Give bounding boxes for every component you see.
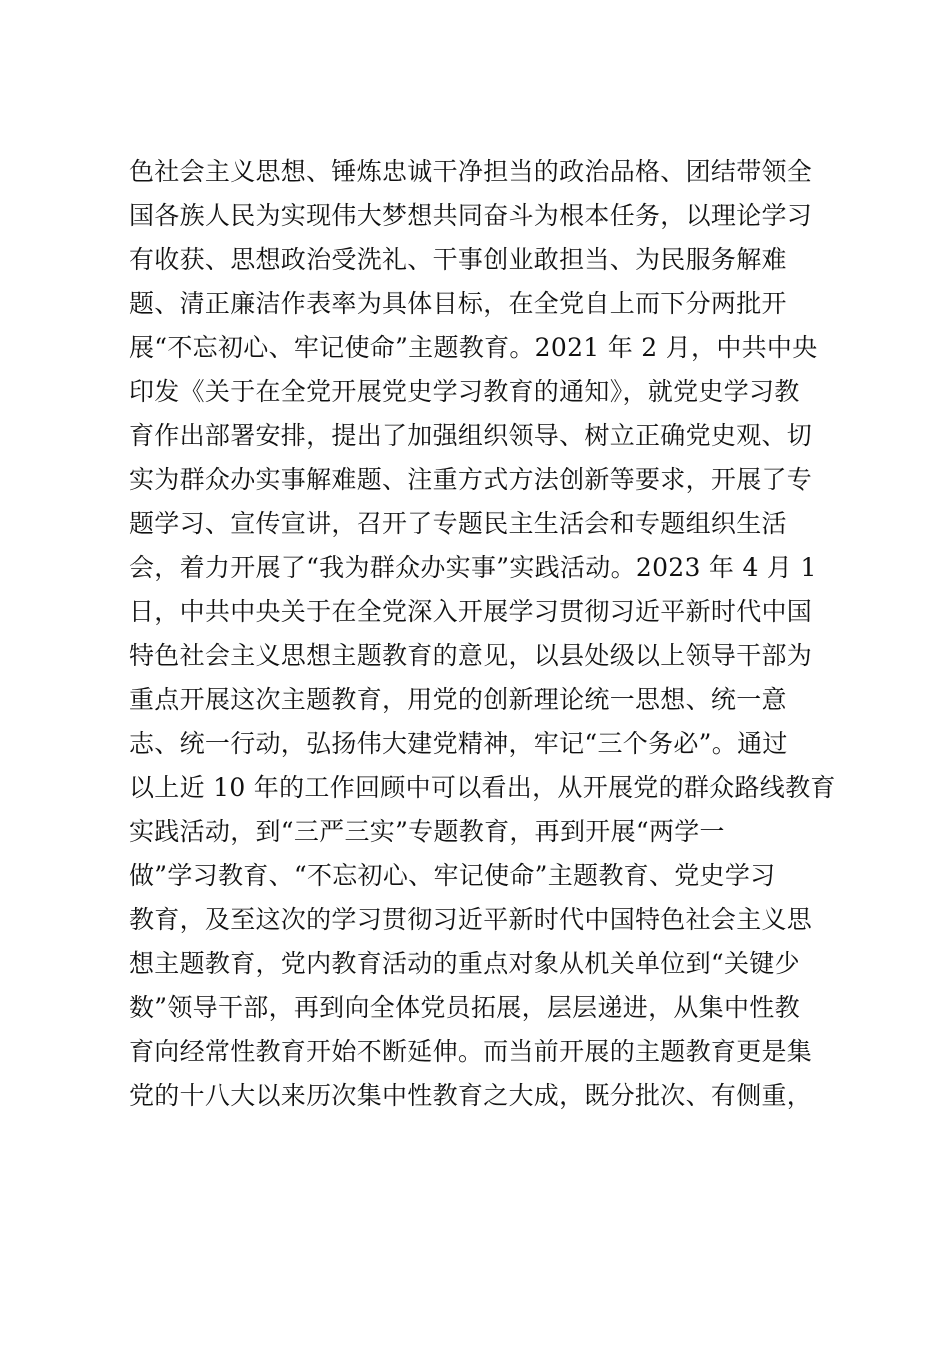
text-line: 会，着力开展了“我为群众办实事”实践活动。2023 年 4 月 1 <box>129 553 817 582</box>
text-line: 想主题教育，党内教育活动的重点对象从机关单位到“关键少 <box>129 949 800 978</box>
text-line: 题学习、宣传宣讲，召开了专题民主生活会和专题组织生活 <box>129 509 787 538</box>
text-line: 展“不忘初心、牢记使命”主题教育。2021 年 2 月，中共中央 <box>129 333 818 362</box>
text-line: 志、统一行动，弘扬伟大建党精神，牢记“三个务必”。通过 <box>129 729 788 758</box>
text-line: 实为群众办实事解难题、注重方式方法创新等要求，开展了专 <box>129 465 813 494</box>
text-line: 育作出部署安排，提出了加强组织领导、树立正确党史观、切 <box>129 421 813 450</box>
text-line: 重点开展这次主题教育，用党的创新理论统一思想、统一意 <box>129 685 787 714</box>
text-line: 印发《关于在全党开展党史学习教育的通知》，就党史学习教 <box>129 377 800 406</box>
text-line: 色社会主义思想、锤炼忠诚干净担当的政治品格、团结带领全 <box>129 157 813 186</box>
text-line: 题、清正廉洁作表率为具体目标，在全党自上而下分两批开 <box>129 289 787 318</box>
text-line: 数”领导干部，再到向全体党员拓展，层层递进，从集中性教 <box>129 993 800 1022</box>
text-line: 日，中共中央关于在全党深入开展学习贯彻习近平新时代中国 <box>129 597 813 626</box>
text-line: 国各族人民为实现伟大梦想共同奋斗为根本任务，以理论学习 <box>129 201 813 230</box>
text-line: 有收获、思想政治受洗礼、干事创业敢担当、为民服务解难 <box>129 245 787 274</box>
text-line: 教育，及至这次的学习贯彻习近平新时代中国特色社会主义思 <box>129 905 813 934</box>
text-line: 实践活动，到“三严三实”专题教育，再到开展“两学一 <box>129 817 725 846</box>
body-text <box>129 150 849 1118</box>
text-line: 特色社会主义思想主题教育的意见，以县处级以上领导干部为 <box>129 641 813 670</box>
text-line: 党的十八大以来历次集中性教育之大成，既分批次、有侧重， <box>129 1081 813 1110</box>
text-line: 做”学习教育、“不忘初心、牢记使命”主题教育、党史学习 <box>129 861 776 890</box>
text-line: 以上近 10 年的工作回顾中可以看出，从开展党的群众路线教育 <box>129 773 836 802</box>
text-line: 育向经常性教育开始不断延伸。而当前开展的主题教育更是集 <box>129 1037 813 1066</box>
